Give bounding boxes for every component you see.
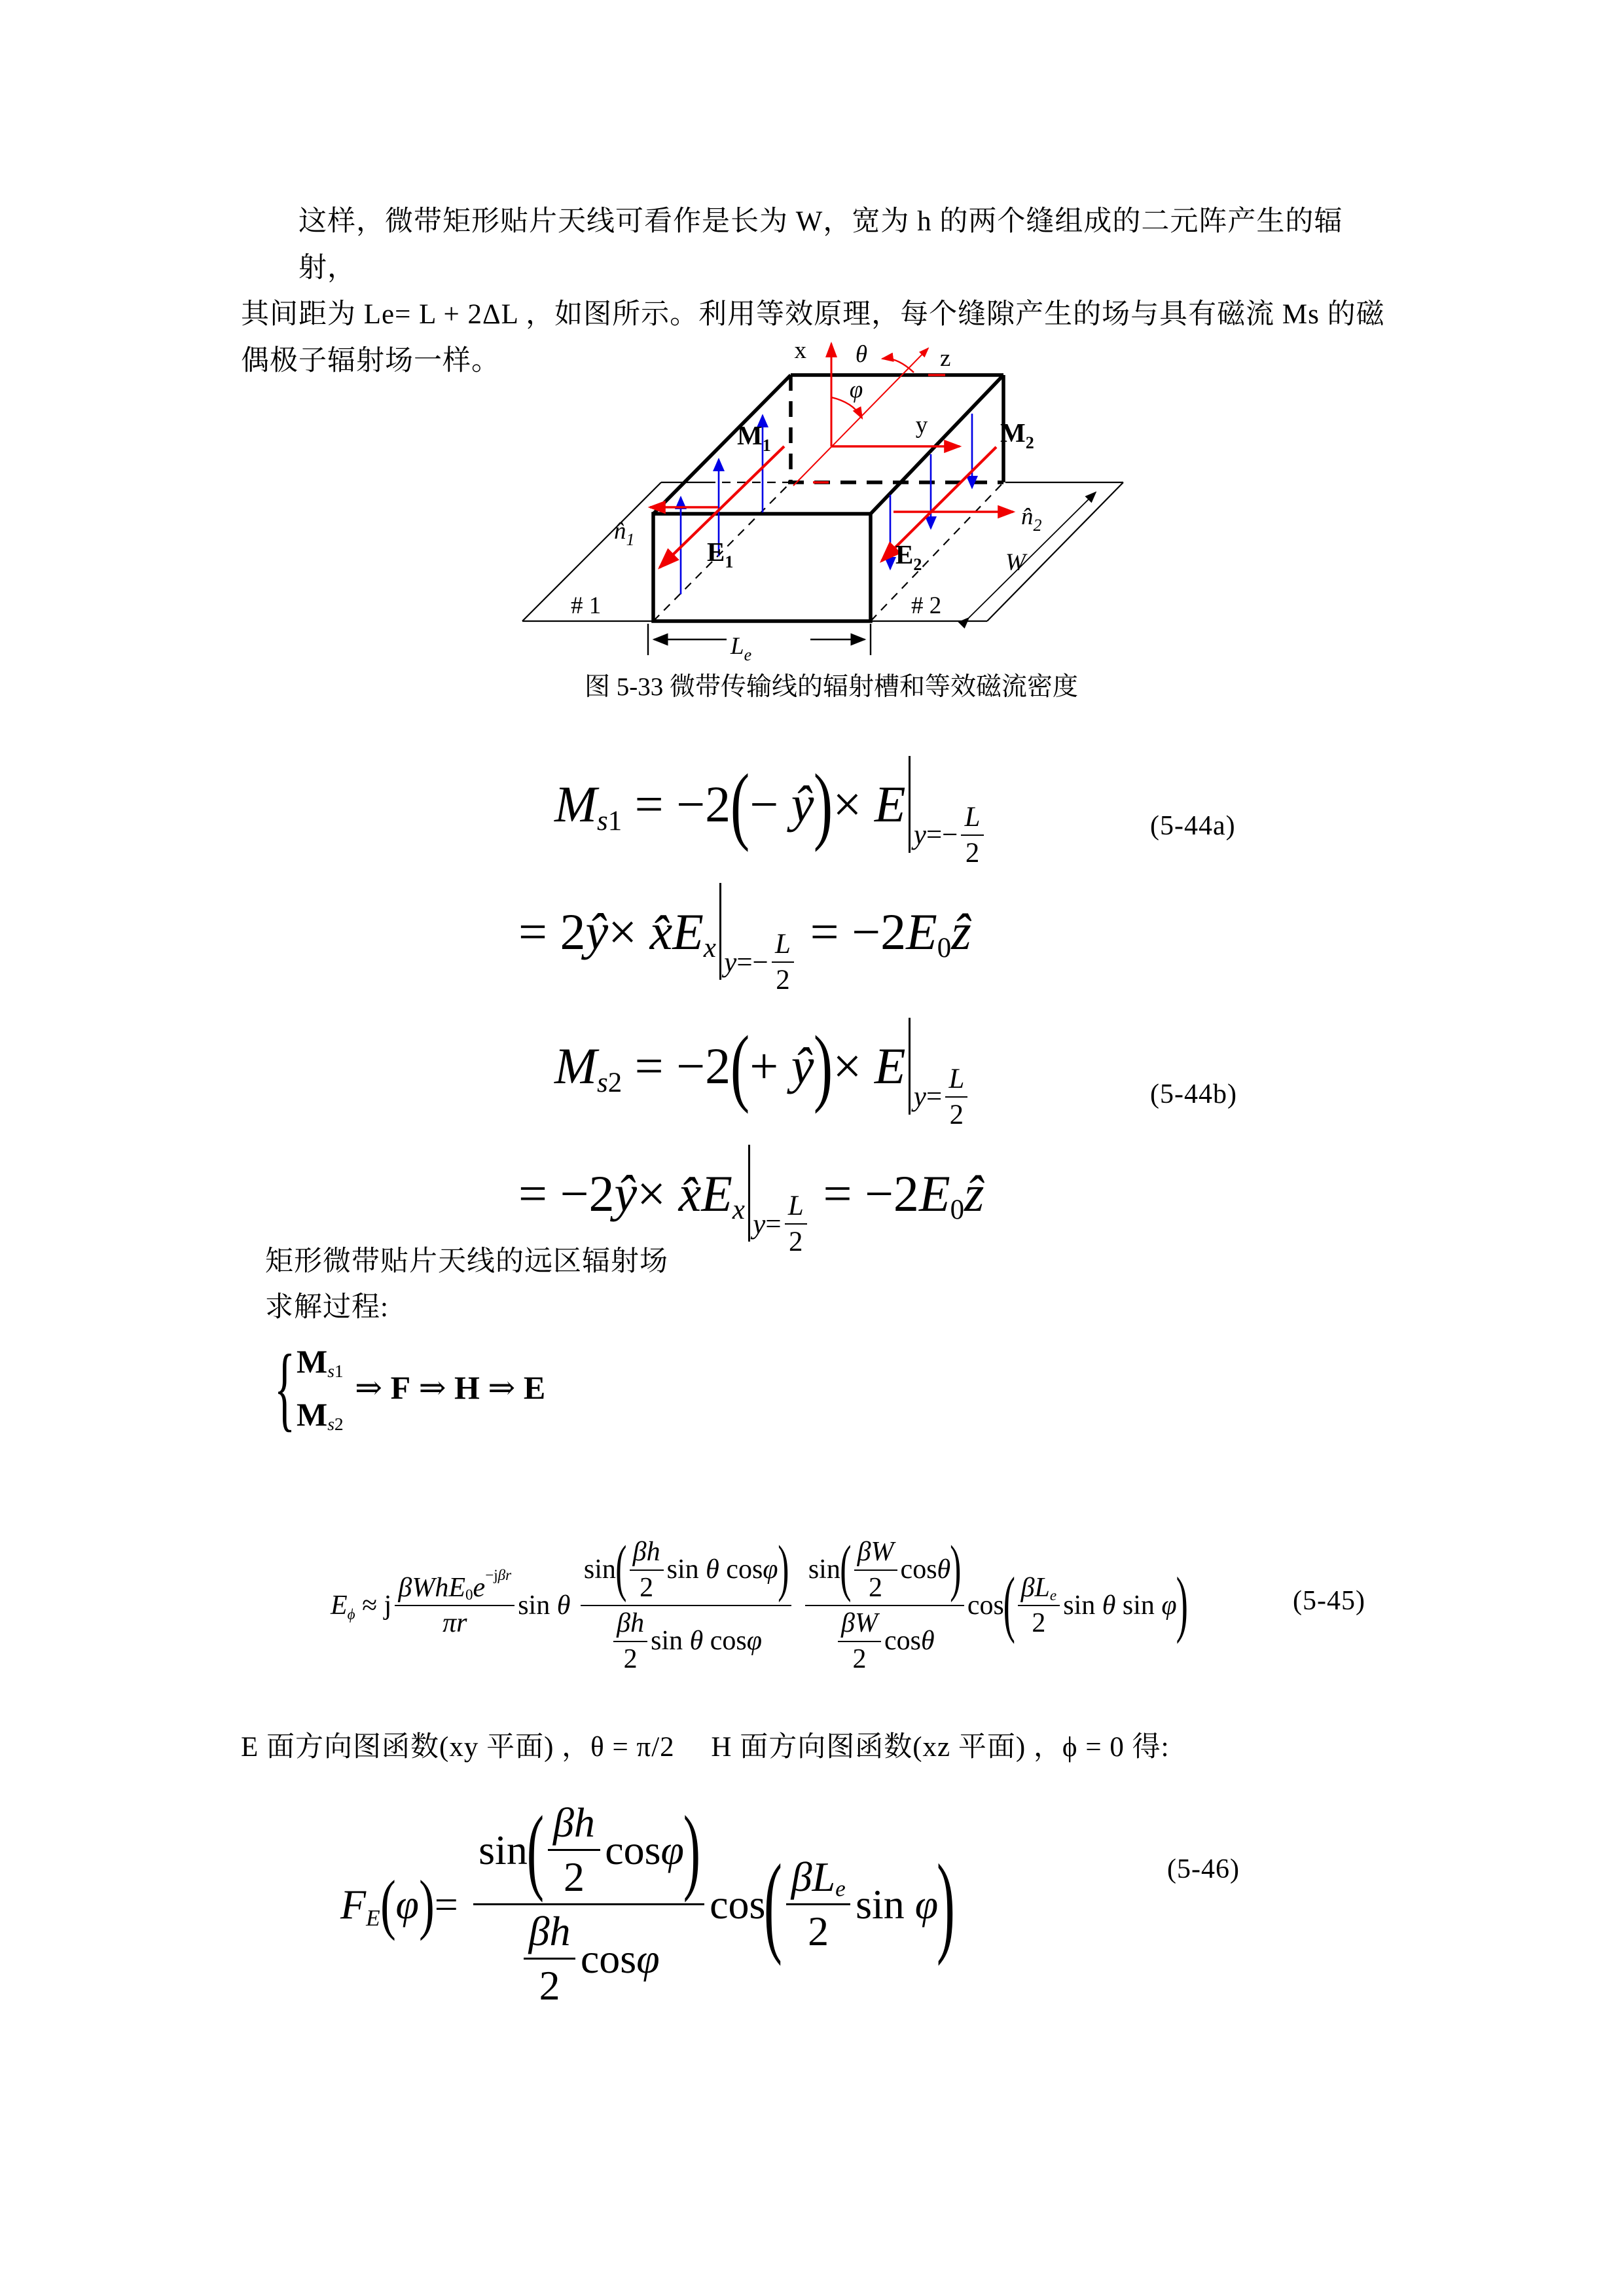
equation-row: M s 1 = −2 ( − ŷ ) × E y =− L 2 [554,756,987,853]
equation-row: M s 2 = −2 ( + ŷ ) × E y = L 2 [554,1018,984,1115]
equation-row: = 2 ŷ × x̂ E x y =− L 2 = −2 E 0 ẑ [518,883,987,980]
equation-5-44b [518,1017,984,1258]
figure-5-33 [511,324,1152,692]
heading-solve-process: 求解过程: [265,1292,389,1323]
patch-box-hidden-edges [653,375,1003,621]
m2-label: $M_2$ [1000,418,1034,452]
le-dimension [648,624,871,655]
le-label: $L_e$ [731,633,752,664]
equation-label-5-45: (5-45) [1293,1586,1365,1616]
n2-label: $n̂_2$ [1021,503,1042,535]
equation-label-5-46: (5-46) [1167,1854,1240,1884]
equation-label-5-44a: (5-44a) [1150,811,1236,841]
slot1-label: # 1 [571,592,602,619]
theta-label: θ [855,341,868,368]
paragraph-pattern-functions: E 面方向图函数(xy 平面) ，θ = π/2 H 面方向图函数(xz 平面) ，ϕ = 0 得: [241,1732,1170,1763]
phi-label: φ [849,376,863,403]
equation-5-46: F E ( φ ) = sin ( β h 2 cos φ ) β h 2 cos φ cos ( β L e 2 sin φ ) [340,1795,956,2009]
axis-x-label: x [794,337,806,364]
equation-5-44a [518,755,987,996]
paragraph-line: 其间距为 Le= L + 2ΔL ，如图所示。利用等效原理，每个缝隙产生的场与具有磁流 Ms 的磁 [241,299,1385,330]
heading-far-field: 矩形微带贴片天线的远区辐射场 [265,1246,668,1277]
paragraph-line: 这样，微带矩形贴片天线可看作是长为 W，宽为 h 的两个缝组成的二元阵产生的辐射， [298,206,1343,283]
w-label: W [1005,549,1026,576]
patch-box [653,375,1003,621]
axis-y-label: y [915,412,928,439]
antenna-slot-diagram [511,324,1152,692]
figure-caption: 图 5-33 微带传输线的辐射槽和等效磁流密度 [585,673,1078,701]
equation-system-flow: { M s 1 M s 2 ⇒ F ⇒ H ⇒ E [274,1334,546,1441]
e1-label: $E_1$ [707,537,734,571]
coordinate-axes [793,344,960,486]
paragraph-line: 偶极子辐射场一样。 [241,346,500,376]
equation-5-45: E ϕ ≈ j β WhE 0 e −j βr π r sin θ sin ( β h 2 sin θ cos φ ) β h 2 sin θ cos φ sin ( β W 2 cos θ ) β W 2 cos θ cos ( β L e 2 sin θ sin φ ) [331,1535,1188,1674]
axis-z-label: z [940,345,951,372]
m1-label: $M_1$ [737,420,771,455]
equation-row: = −2 ŷ × x̂ E x y = L 2 = −2 E 0 ẑ [518,1145,984,1242]
slot2-label: # 2 [911,592,942,619]
e2-label: $E_2$ [895,539,922,574]
equation-label-5-44b: (5-44b) [1150,1079,1237,1109]
n1-label: $n̂_1$ [614,518,635,549]
